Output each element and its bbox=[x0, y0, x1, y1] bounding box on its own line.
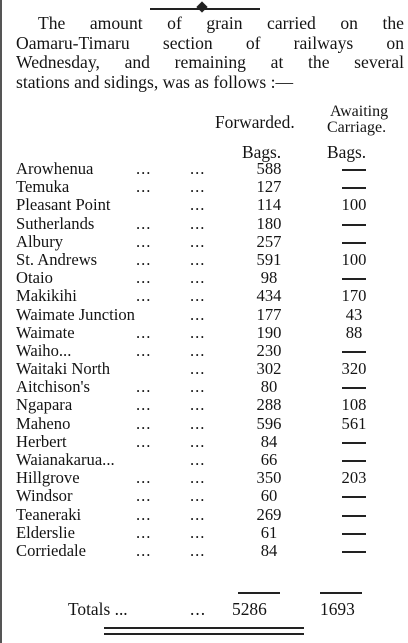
table-row bbox=[16, 415, 408, 433]
station-name: Waimate Junction bbox=[16, 304, 135, 324]
table-row bbox=[16, 378, 408, 396]
station-name: Waitaki North bbox=[16, 359, 111, 379]
forwarded-bags: 98 bbox=[260, 268, 278, 288]
forwarded-bags: 596 bbox=[256, 413, 282, 433]
table-row bbox=[16, 487, 408, 505]
intro-line-4: stations and sidings, was as follows :— bbox=[16, 71, 294, 92]
column-header-carriage: Carriage. bbox=[327, 119, 387, 136]
forwarded-bags: 350 bbox=[256, 468, 282, 488]
table-row bbox=[16, 269, 408, 287]
leader-dots: ... bbox=[190, 213, 206, 233]
sum-rule-forwarded bbox=[238, 592, 280, 594]
station-name: Albury bbox=[16, 231, 64, 251]
page-edge bbox=[0, 0, 2, 643]
leader-dots: ... bbox=[136, 159, 152, 178]
forwarded-bags: 190 bbox=[256, 322, 282, 342]
forwarded-bags: 588 bbox=[256, 159, 282, 178]
station-name: Aitchison's bbox=[16, 377, 90, 397]
table-row bbox=[16, 324, 408, 342]
nil-dash bbox=[342, 551, 366, 553]
intro-line-3: Wednesday, and remaining at the several bbox=[16, 52, 404, 72]
leader-dots: ... bbox=[136, 268, 152, 288]
leader-dots: ... bbox=[190, 195, 206, 215]
leader-dots: ... bbox=[136, 322, 152, 342]
station-name: Maheno bbox=[16, 413, 71, 433]
forwarded-bags: 269 bbox=[256, 504, 282, 524]
column-header-awaiting: Awaiting bbox=[330, 103, 389, 120]
leader-dots: ... bbox=[190, 540, 206, 560]
table-row bbox=[16, 251, 408, 269]
forwarded-bags: 434 bbox=[256, 286, 282, 306]
station-name: St. Andrews bbox=[16, 249, 98, 269]
nil-dash bbox=[342, 496, 366, 498]
nil-dash bbox=[342, 515, 366, 517]
leader-dots: ... bbox=[136, 395, 152, 415]
leader-dots: ... bbox=[136, 213, 152, 233]
leader-dots: ... bbox=[190, 322, 206, 342]
forwarded-bags: 591 bbox=[256, 249, 282, 269]
totals-forwarded: 5286 bbox=[232, 599, 267, 619]
leader-dots: ... bbox=[190, 304, 206, 324]
station-name: Otaio bbox=[16, 268, 53, 288]
leader-dots: ... bbox=[136, 177, 152, 197]
nil-dash bbox=[342, 460, 366, 462]
nil-dash bbox=[342, 351, 366, 353]
leader-dots: ... bbox=[136, 231, 152, 251]
forwarded-bags: 257 bbox=[256, 231, 282, 251]
leader-dots: ... bbox=[136, 413, 152, 433]
awaiting-bags: 170 bbox=[341, 286, 367, 306]
leader-dots: ... bbox=[190, 468, 206, 488]
leader-dots: ... bbox=[190, 249, 206, 269]
totals-leader-dots: ... bbox=[190, 599, 207, 619]
forwarded-bags: 80 bbox=[260, 377, 278, 397]
leader-dots: ... bbox=[136, 522, 152, 542]
table-row bbox=[16, 215, 408, 233]
leader-dots: ... bbox=[136, 340, 152, 360]
awaiting-bags: 203 bbox=[341, 468, 367, 488]
station-name: Teaneraki bbox=[16, 504, 82, 524]
awaiting-bags: 561 bbox=[341, 413, 367, 433]
intro-line-1: The amount of grain carried on the bbox=[38, 13, 404, 33]
awaiting-bags: 320 bbox=[341, 359, 367, 379]
table-row bbox=[16, 360, 408, 378]
leader-dots: ... bbox=[190, 413, 206, 433]
table-row bbox=[16, 433, 408, 451]
leader-dots: ... bbox=[190, 504, 206, 524]
nil-dash bbox=[342, 278, 366, 280]
table-row bbox=[16, 396, 408, 414]
leader-dots: ... bbox=[190, 159, 206, 178]
table-row bbox=[16, 160, 408, 178]
leader-dots: ... bbox=[136, 540, 152, 560]
leader-dots: ... bbox=[190, 450, 206, 469]
leader-dots: ... bbox=[190, 431, 206, 451]
table-row bbox=[16, 196, 408, 214]
nil-dash bbox=[342, 533, 366, 535]
leader-dots: ... bbox=[190, 268, 206, 288]
column-unit-bags-forwarded: Bags. bbox=[242, 142, 282, 162]
station-name: Waimate bbox=[16, 322, 75, 342]
nil-dash bbox=[342, 169, 366, 171]
bottom-rule-2 bbox=[104, 633, 304, 635]
awaiting-bags: 43 bbox=[345, 304, 363, 324]
station-name: Makikihi bbox=[16, 286, 77, 306]
table-row bbox=[16, 306, 408, 324]
nil-dash bbox=[342, 242, 366, 244]
grain-table bbox=[16, 160, 408, 560]
table-row bbox=[16, 287, 408, 305]
table-row bbox=[16, 178, 408, 196]
intro-paragraph bbox=[16, 14, 404, 92]
station-name: Hillgrove bbox=[16, 468, 80, 488]
station-name: Arowhenua bbox=[16, 159, 94, 178]
forwarded-bags: 230 bbox=[256, 340, 282, 360]
intro-line-2: Oamaru-Timaru section of railways on bbox=[16, 32, 404, 53]
forwarded-bags: 177 bbox=[256, 304, 282, 324]
table-row bbox=[16, 506, 408, 524]
sum-rule-awaiting bbox=[320, 592, 362, 594]
leader-dots: ... bbox=[136, 468, 152, 488]
leader-dots: ... bbox=[190, 522, 206, 542]
table-row bbox=[16, 542, 408, 560]
column-header-forwarded: Forwarded. bbox=[215, 112, 295, 132]
forwarded-bags: 61 bbox=[260, 522, 278, 542]
forwarded-bags: 84 bbox=[260, 431, 278, 451]
forwarded-bags: 114 bbox=[256, 195, 282, 215]
nil-dash bbox=[342, 442, 366, 444]
leader-dots: ... bbox=[136, 486, 152, 506]
table-row bbox=[16, 524, 408, 542]
leader-dots: ... bbox=[190, 286, 206, 306]
awaiting-bags: 108 bbox=[341, 395, 367, 415]
awaiting-bags: 100 bbox=[341, 249, 367, 269]
leader-dots: ... bbox=[136, 504, 152, 524]
station-name: Pleasant Point bbox=[16, 195, 111, 215]
leader-dots: ... bbox=[190, 377, 206, 397]
station-name: Corriedale bbox=[16, 540, 87, 560]
station-name: Waianakarua... bbox=[16, 450, 115, 469]
forwarded-bags: 302 bbox=[256, 359, 282, 379]
forwarded-bags: 60 bbox=[260, 486, 278, 506]
forwarded-bags: 288 bbox=[256, 395, 282, 415]
station-name: Ngapara bbox=[16, 395, 73, 415]
table-row bbox=[16, 233, 408, 251]
leader-dots: ... bbox=[190, 177, 206, 197]
leader-dots: ... bbox=[190, 340, 206, 360]
leader-dots: ... bbox=[136, 249, 152, 269]
table-row bbox=[16, 469, 408, 487]
station-name: Windsor bbox=[16, 486, 73, 506]
leader-dots: ... bbox=[190, 486, 206, 506]
station-name: Temuka bbox=[16, 177, 70, 197]
forwarded-bags: 180 bbox=[256, 213, 282, 233]
table-row bbox=[16, 342, 408, 360]
awaiting-bags: 100 bbox=[341, 195, 367, 215]
diamond-ornament-icon bbox=[196, 1, 208, 13]
nil-dash bbox=[342, 187, 366, 189]
leader-dots: ... bbox=[136, 431, 152, 451]
column-unit-bags-awaiting: Bags. bbox=[327, 142, 367, 162]
totals-awaiting: 1693 bbox=[320, 599, 355, 619]
leader-dots: ... bbox=[136, 377, 152, 397]
leader-dots: ... bbox=[136, 286, 152, 306]
leader-dots: ... bbox=[190, 231, 206, 251]
awaiting-bags: 88 bbox=[345, 322, 363, 342]
station-name: Waiho... bbox=[16, 340, 72, 360]
table-row bbox=[16, 451, 408, 469]
leader-dots: ... bbox=[190, 395, 206, 415]
nil-dash bbox=[342, 387, 366, 389]
station-name: Sutherlands bbox=[16, 213, 95, 233]
nil-dash bbox=[342, 224, 366, 226]
forwarded-bags: 84 bbox=[260, 540, 278, 560]
forwarded-bags: 66 bbox=[260, 450, 278, 469]
forwarded-bags: 127 bbox=[256, 177, 282, 197]
station-name: Elderslie bbox=[16, 522, 75, 542]
leader-dots: ... bbox=[190, 359, 206, 379]
totals-label: Totals ... bbox=[68, 599, 128, 619]
station-name: Herbert bbox=[16, 431, 67, 451]
bottom-rule-1 bbox=[104, 627, 304, 629]
